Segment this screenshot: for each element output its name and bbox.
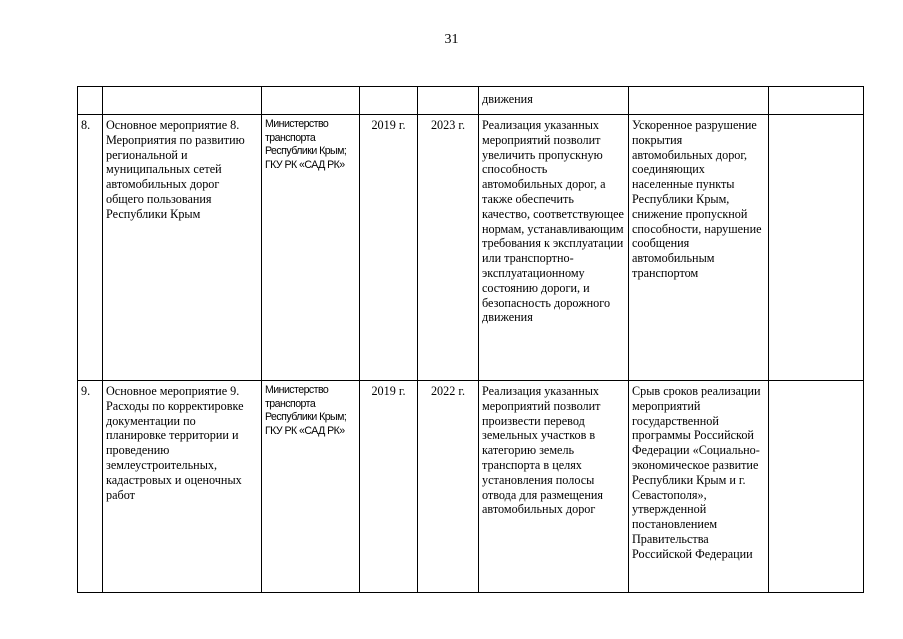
cell-num: 8. bbox=[78, 115, 103, 381]
cell-effect: движения bbox=[479, 87, 629, 115]
cell-start bbox=[360, 87, 418, 115]
measures-table bbox=[77, 86, 864, 593]
cell-num bbox=[78, 87, 103, 115]
page-number: 31 bbox=[444, 32, 459, 47]
cell-executor bbox=[262, 87, 360, 115]
table-row-continuation bbox=[78, 87, 864, 115]
cell-end bbox=[418, 87, 479, 115]
cell-executor: Министерство транспорта Республики Крым; ГКУ РК «САД РК» bbox=[262, 381, 360, 593]
cell-consequence: Ускоренное разрушение покрытия автомобильных дорог, соединяющих населенные пункты Республики Крым, снижение пропускной способности, нарушение сообщения автомобильным транспортом bbox=[629, 115, 769, 381]
cell-executor: Министерство транспорта Республики Крым; ГКУ РК «САД РК» bbox=[262, 115, 360, 381]
cell-note bbox=[769, 87, 864, 115]
cell-consequence: Срыв сроков реализации мероприятий государственной программы Российской Федерации «Социально-экономическое развитие Республики Крым и г. Севастополя», утвержденной постановлением Правительства Российской Федерации bbox=[629, 381, 769, 593]
table-row bbox=[78, 381, 864, 593]
cell-event: Основное мероприятие 9. Расходы по корректировке документации по планировке территории и проведению землеустроительных, кадастровых и оценочных работ bbox=[103, 381, 262, 593]
cell-end: 2023 г. bbox=[418, 115, 479, 381]
cell-event: Основное мероприятие 8. Мероприятия по развитию региональной и муниципальных сетей автомобильных дорог общего пользования Республики Крым bbox=[103, 115, 262, 381]
cell-effect: Реализация указанных мероприятий позволит произвести перевод земельных участков в категорию земель транспорта в целях установления полосы отвода для размещения автомобильных дорог bbox=[479, 381, 629, 593]
table-row bbox=[78, 115, 864, 381]
cell-effect: Реализация указанных мероприятий позволит увеличить пропускную способность автомобильных дорог, а также обеспечить качество, соответствующее нормам, устанавливающим требования к эксплуатации или транспортно-эксплуатационному состоянию дороги, и безопасность дорожного движения bbox=[479, 115, 629, 381]
cell-num: 9. bbox=[78, 381, 103, 593]
cell-start: 2019 г. bbox=[360, 381, 418, 593]
cell-end: 2022 г. bbox=[418, 381, 479, 593]
cell-consequence bbox=[629, 87, 769, 115]
cell-start: 2019 г. bbox=[360, 115, 418, 381]
cell-event bbox=[103, 87, 262, 115]
cell-note bbox=[769, 115, 864, 381]
cell-note bbox=[769, 381, 864, 593]
